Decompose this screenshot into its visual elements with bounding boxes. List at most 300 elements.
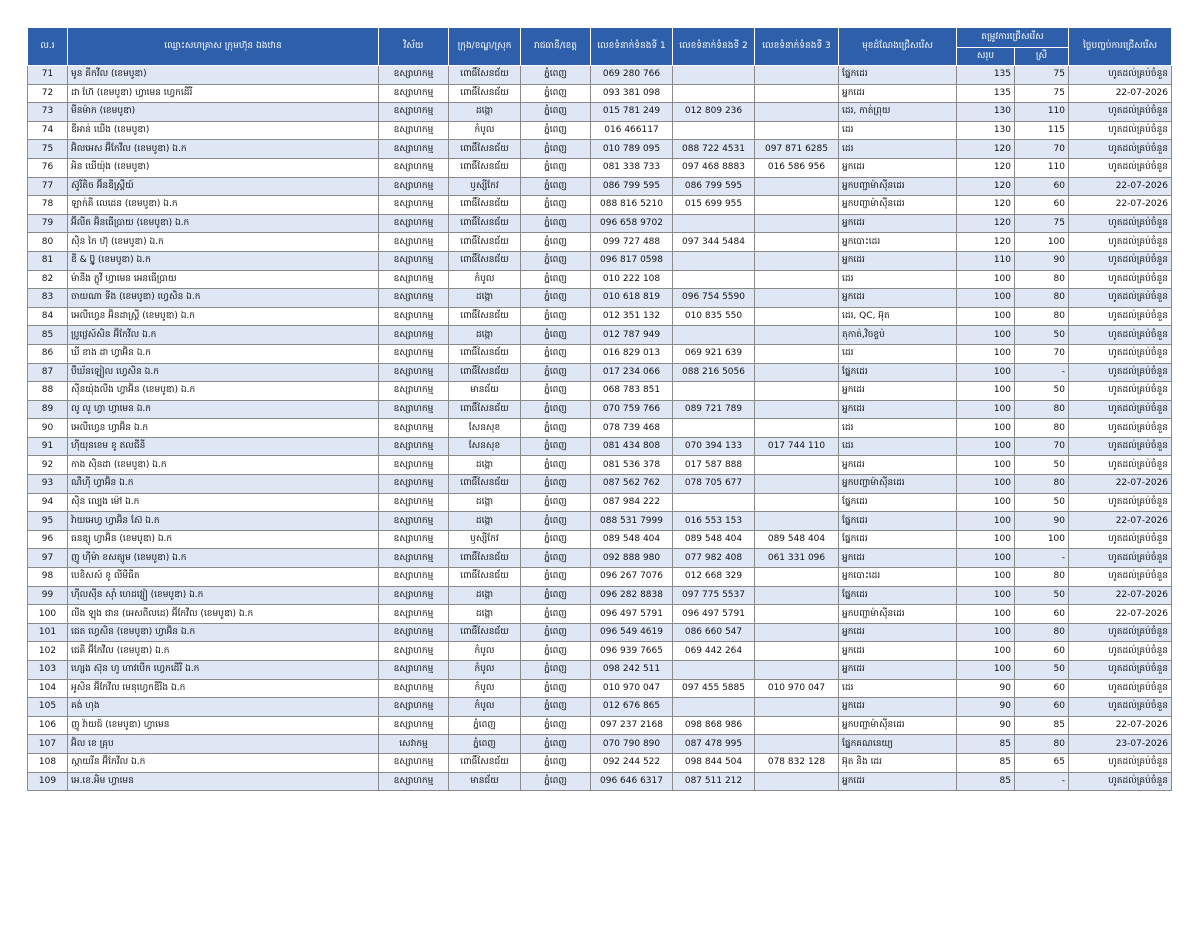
cell-name: ហ្សេង ស៊ុន ហូ ហាវបើក ហ្វេកដើរី ឯ.ក — [68, 661, 379, 680]
cell-district: ពោធិ៍សែនជ័យ — [449, 307, 521, 326]
cell-deadline: ហូតដល់គ្រប់ចំនួន — [1069, 698, 1172, 717]
cell-position: អ្នកដេរ — [839, 661, 957, 680]
cell-phone-2: 077 982 408 — [673, 549, 755, 568]
cell-phone-2 — [673, 419, 755, 438]
cell-province: ភ្នំពេញ — [521, 177, 591, 196]
table-row — [28, 698, 1172, 717]
cell-no: 74 — [28, 121, 68, 140]
cell-total: 110 — [957, 251, 1015, 270]
cell-phone-3 — [755, 661, 839, 680]
cell-name: ស៊ិន កៃ ហ៊ុ (ខេមបូឌា) ឯ.ក — [68, 233, 379, 252]
cell-position: អ្នកបោះដេរ — [839, 568, 957, 587]
cell-deadline: ហូតដល់គ្រប់ចំនួន — [1069, 289, 1172, 308]
header-name: ឈ្មោះសហគ្រាស ក្រុមហ៊ុន ឯងឋាន — [68, 28, 379, 66]
cell-female: 85 — [1015, 716, 1069, 735]
table-row — [28, 326, 1172, 345]
cell-female: - — [1015, 363, 1069, 382]
cell-district: កំបូល — [449, 121, 521, 140]
cell-female: 115 — [1015, 121, 1069, 140]
cell-deadline: 22-07-2026 — [1069, 84, 1172, 103]
cell-position: អ្នកបញ្ជាម៉ាស៊ីនដេរ — [839, 196, 957, 215]
cell-phone-1: 096 646 6317 — [591, 772, 673, 791]
cell-total: 120 — [957, 177, 1015, 196]
cell-name: លីង ឡុង ជាន (អេសពីលដេ) អ៊ីកែវីល (ខេមបូឌា) ឯ.ក — [68, 605, 379, 624]
table-row — [28, 456, 1172, 475]
cell-total: 100 — [957, 586, 1015, 605]
cell-district: កំបូល — [449, 698, 521, 717]
cell-district: ពោធិ៍សែនជ័យ — [449, 66, 521, 85]
cell-total: 100 — [957, 530, 1015, 549]
cell-province: ភ្នំពេញ — [521, 679, 591, 698]
cell-female: 100 — [1015, 530, 1069, 549]
cell-sector: ឧស្សាហកម្ម — [379, 382, 449, 401]
cell-no: 80 — [28, 233, 68, 252]
cell-phone-2 — [673, 84, 755, 103]
cell-female: 75 — [1015, 66, 1069, 85]
cell-phone-3 — [755, 735, 839, 754]
cell-phone-2 — [673, 698, 755, 717]
table-row — [28, 84, 1172, 103]
cell-sector: ឧស្សាហកម្ម — [379, 679, 449, 698]
cell-phone-3 — [755, 512, 839, 531]
cell-province: ភ្នំពេញ — [521, 530, 591, 549]
cell-sector: ឧស្សាហកម្ម — [379, 605, 449, 624]
cell-name: ញូ ហ៊ីម៉ា ខសត្យូម (ខេមបូឌា) ឯ.ក — [68, 549, 379, 568]
cell-name: មីនម៉ាក (ខេមបូឌា) — [68, 103, 379, 122]
cell-deadline: 23-07-2026 — [1069, 735, 1172, 754]
cell-district: ឫស្សីកែវ — [449, 530, 521, 549]
cell-name: ដា ហ៊ែ (ខេមបូឌា) ហ្វាមេន ហ្វេកដើរី — [68, 84, 379, 103]
cell-phone-3: 017 744 110 — [755, 437, 839, 456]
cell-deadline: ហូតដល់គ្រប់ចំនួន — [1069, 103, 1172, 122]
cell-total: 100 — [957, 549, 1015, 568]
cell-position: ផ្នែកដេរ — [839, 586, 957, 605]
cell-name: ប្រូវ្រេស៍សិន អ៊ីកែវីល ឯ.ក — [68, 326, 379, 345]
cell-female: 60 — [1015, 177, 1069, 196]
cell-name: ស៊ិន ល្បេង ម៉ៅ ឯ.ក — [68, 493, 379, 512]
cell-sector: ឧស្សាហកម្ម — [379, 530, 449, 549]
cell-deadline: ហូតដល់គ្រប់ចំនួន — [1069, 679, 1172, 698]
cell-district: ពោធិ៍សែនជ័យ — [449, 140, 521, 159]
cell-position: អ្នកបញ្ជាម៉ាស៊ីនដេរ — [839, 716, 957, 735]
cell-province: ភ្នំពេញ — [521, 307, 591, 326]
header-no: ល.រ — [28, 28, 68, 66]
cell-no: 103 — [28, 661, 68, 680]
cell-phone-2: 070 394 133 — [673, 437, 755, 456]
cell-no: 79 — [28, 214, 68, 233]
cell-total: 100 — [957, 326, 1015, 345]
cell-province: ភ្នំពេញ — [521, 698, 591, 717]
cell-phone-1: 096 939 7665 — [591, 642, 673, 661]
cell-name: ស៊ូរីតិច អ៊ីនឌីស្ត្រីយ៍ — [68, 177, 379, 196]
table-row — [28, 605, 1172, 624]
cell-name: ម៉ានីង ភ្លូវី ហ្វាមេន អេនធើប្រាយ — [68, 270, 379, 289]
cell-no: 98 — [28, 568, 68, 587]
table-row — [28, 177, 1172, 196]
cell-female: 70 — [1015, 344, 1069, 363]
cell-deadline: ហូតដល់គ្រប់ចំនួន — [1069, 772, 1172, 791]
cell-province: ភ្នំពេញ — [521, 605, 591, 624]
table-row — [28, 270, 1172, 289]
cell-district: ដង្កោ — [449, 512, 521, 531]
cell-female: 65 — [1015, 753, 1069, 772]
cell-name: ឡាក់គី លេដេន (ខេមបូឌា) ឯ.ក — [68, 196, 379, 215]
cell-no: 100 — [28, 605, 68, 624]
cell-female: 100 — [1015, 233, 1069, 252]
cell-female: 60 — [1015, 698, 1069, 717]
cell-total: 100 — [957, 382, 1015, 401]
cell-phone-2 — [673, 270, 755, 289]
cell-phone-2: 088 722 4531 — [673, 140, 755, 159]
cell-phone-1: 086 799 595 — [591, 177, 673, 196]
cell-phone-1: 097 237 2168 — [591, 716, 673, 735]
cell-phone-2: 096 754 5590 — [673, 289, 755, 308]
table-row — [28, 344, 1172, 363]
cell-position: ផ្នែកដេរ — [839, 66, 957, 85]
cell-province: ភ្នំពេញ — [521, 716, 591, 735]
cell-province: ភ្នំពេញ — [521, 270, 591, 289]
cell-sector: ឧស្សាហកម្ម — [379, 475, 449, 494]
cell-phone-2: 089 721 789 — [673, 400, 755, 419]
cell-phone-1: 092 888 980 — [591, 549, 673, 568]
cell-name: ជេគី អ៊ីកែវីល (ខេមបូឌា) ឯ.ក — [68, 642, 379, 661]
cell-name: ហ៊ីលស៊ីន ស៊ាំ ហេដវ្យៀ (ខេមបូឌា) ឯ.ក — [68, 586, 379, 605]
cell-name: អ៊ីលីត អ៊ិនធើប្រាយ (ខេមបូឌា) ឯ.ក — [68, 214, 379, 233]
cell-phone-2: 097 455 5885 — [673, 679, 755, 698]
cell-sector: ឧស្សាហកម្ម — [379, 344, 449, 363]
cell-total: 85 — [957, 735, 1015, 754]
cell-position: ដេរ — [839, 121, 957, 140]
cell-deadline: ហូតដល់គ្រប់ចំនួន — [1069, 437, 1172, 456]
cell-province: ភ្នំពេញ — [521, 549, 591, 568]
cell-phone-1: 088 531 7999 — [591, 512, 673, 531]
cell-phone-3 — [755, 214, 839, 233]
cell-district: មានជ័យ — [449, 382, 521, 401]
cell-female: 50 — [1015, 326, 1069, 345]
cell-sector: សេវាកម្ម — [379, 735, 449, 754]
cell-phone-2: 016 553 153 — [673, 512, 755, 531]
cell-female: 110 — [1015, 158, 1069, 177]
cell-phone-3 — [755, 121, 839, 140]
cell-deadline: ហូតដល់គ្រប់ចំនួន — [1069, 400, 1172, 419]
cell-sector: ឧស្សាហកម្ម — [379, 661, 449, 680]
cell-deadline: ហូតដល់គ្រប់ចំនួន — [1069, 753, 1172, 772]
cell-name: ឃី ខាង ដា ហ្វាអ៊ិន ឯ.ក — [68, 344, 379, 363]
cell-district: ភ្នំពេញ — [449, 735, 521, 754]
cell-phone-1: 092 244 522 — [591, 753, 673, 772]
cell-phone-1: 081 338 733 — [591, 158, 673, 177]
cell-female: 60 — [1015, 196, 1069, 215]
cell-phone-1: 078 739 468 — [591, 419, 673, 438]
cell-name: ស៊ីនយ៉ុងលីង ហ្វាអ៊ិន (ខេមបូឌា) ឯ.ក — [68, 382, 379, 401]
cell-phone-1: 081 434 808 — [591, 437, 673, 456]
cell-female: 80 — [1015, 289, 1069, 308]
cell-phone-1: 096 658 9702 — [591, 214, 673, 233]
cell-name: ឌី & ប្ល៊ូ (ខេមបូឌា) ឯ.ក — [68, 251, 379, 270]
cell-phone-3: 061 331 096 — [755, 549, 839, 568]
cell-no: 93 — [28, 475, 68, 494]
cell-deadline: ហូតដល់គ្រប់ចំនួន — [1069, 121, 1172, 140]
cell-total: 100 — [957, 363, 1015, 382]
cell-sector: ឧស្សាហកម្ម — [379, 753, 449, 772]
cell-sector: ឧស្សាហកម្ម — [379, 400, 449, 419]
cell-province: ភ្នំពេញ — [521, 753, 591, 772]
cell-district: ដង្កោ — [449, 605, 521, 624]
cell-female: 90 — [1015, 251, 1069, 270]
table-row — [28, 493, 1172, 512]
cell-name: អេលីហ្វេន អ៊ិនដាស្ត្រី (ខេមបូឌា) ឯ.ក — [68, 307, 379, 326]
table-row — [28, 716, 1172, 735]
cell-deadline: ហូតដល់គ្រប់ចំនួន — [1069, 549, 1172, 568]
cell-total: 100 — [957, 400, 1015, 419]
cell-phone-2 — [673, 326, 755, 345]
cell-sector: ឧស្សាហកម្ម — [379, 214, 449, 233]
cell-no: 87 — [28, 363, 68, 382]
cell-position: ដេរ, កាត់ព្រុយ — [839, 103, 957, 122]
cell-deadline: ហូតដល់គ្រប់ចំនួន — [1069, 419, 1172, 438]
cell-district: ពោធិ៍សែនជ័យ — [449, 233, 521, 252]
cell-district: ពោធិ៍សែនជ័យ — [449, 475, 521, 494]
cell-position: ផ្នែកគណនេយ្យ — [839, 735, 957, 754]
cell-phone-2 — [673, 382, 755, 401]
cell-no: 71 — [28, 66, 68, 85]
table-row — [28, 103, 1172, 122]
cell-phone-3 — [755, 103, 839, 122]
cell-position: ដេរ — [839, 344, 957, 363]
cell-sector: ឧស្សាហកម្ម — [379, 233, 449, 252]
cell-position: អ៊ុត និង ដេរ — [839, 753, 957, 772]
cell-phone-1: 016 466117 — [591, 121, 673, 140]
cell-sector: ឧស្សាហកម្ម — [379, 270, 449, 289]
cell-name: មូន គីកវីល (ខេមបូឌា) — [68, 66, 379, 85]
cell-deadline: ហូតដល់គ្រប់ចំនួន — [1069, 382, 1172, 401]
cell-phone-3 — [755, 772, 839, 791]
table-row — [28, 140, 1172, 159]
cell-district: ពោធិ៍សែនជ័យ — [449, 549, 521, 568]
cell-district: កំបូល — [449, 642, 521, 661]
cell-phone-1: 010 970 047 — [591, 679, 673, 698]
cell-position: ផ្នែកដេរ — [839, 493, 957, 512]
cell-total: 100 — [957, 568, 1015, 587]
cell-position: អ្នកបញ្ជាម៉ាស៊ីនដេរ — [839, 475, 957, 494]
cell-total: 135 — [957, 84, 1015, 103]
cell-no: 104 — [28, 679, 68, 698]
cell-position: អ្នកដេរ — [839, 84, 957, 103]
cell-deadline: 22-07-2026 — [1069, 605, 1172, 624]
cell-district: កំបូល — [449, 661, 521, 680]
cell-position: អ្នកបញ្ជាម៉ាស៊ីនដេរ — [839, 177, 957, 196]
cell-district: ពោធិ៍សែនជ័យ — [449, 251, 521, 270]
cell-position: អ្នកដេរ — [839, 549, 957, 568]
header-district: ក្រុង/ខណ្ឌ/ស្រុក — [449, 28, 521, 66]
cell-no: 102 — [28, 642, 68, 661]
cell-district: ដង្កោ — [449, 103, 521, 122]
table-row — [28, 419, 1172, 438]
cell-province: ភ្នំពេញ — [521, 419, 591, 438]
cell-phone-1: 096 497 5791 — [591, 605, 673, 624]
cell-phone-3 — [755, 344, 839, 363]
cell-total: 90 — [957, 716, 1015, 735]
cell-phone-2 — [673, 493, 755, 512]
table-row — [28, 661, 1172, 680]
cell-total: 120 — [957, 140, 1015, 159]
cell-phone-1: 070 790 890 — [591, 735, 673, 754]
cell-phone-2: 078 705 677 — [673, 475, 755, 494]
cell-total: 100 — [957, 605, 1015, 624]
cell-district: ពោធិ៍សែនជ័យ — [449, 214, 521, 233]
table-row — [28, 568, 1172, 587]
cell-phone-2: 089 548 404 — [673, 530, 755, 549]
cell-phone-3: 016 586 956 — [755, 158, 839, 177]
cell-deadline: ហូតដល់គ្រប់ចំនួន — [1069, 326, 1172, 345]
cell-district: ពោធិ៍សែនជ័យ — [449, 568, 521, 587]
cell-phone-2 — [673, 214, 755, 233]
cell-female: 80 — [1015, 307, 1069, 326]
cell-female: 60 — [1015, 642, 1069, 661]
cell-total: 120 — [957, 158, 1015, 177]
cell-district: កំបូល — [449, 679, 521, 698]
cell-phone-1: 010 618 819 — [591, 289, 673, 308]
table-row — [28, 233, 1172, 252]
cell-name: ស្កាយរីន អ៊ីកែវីល ឯ.ក — [68, 753, 379, 772]
cell-female: 50 — [1015, 493, 1069, 512]
cell-sector: ឧស្សាហកម្ម — [379, 84, 449, 103]
cell-phone-3 — [755, 568, 839, 587]
cell-name: វ៉ាយអេហ្វ ហ្វាអ៊ិន ស៊ែ ឯ.ក — [68, 512, 379, 531]
cell-position: អ្នកដេរ — [839, 382, 957, 401]
job-listings-table — [27, 27, 1172, 791]
cell-no: 84 — [28, 307, 68, 326]
cell-sector: ឧស្សាហកម្ម — [379, 586, 449, 605]
cell-deadline: 22-07-2026 — [1069, 586, 1172, 605]
cell-phone-1: 012 351 132 — [591, 307, 673, 326]
cell-position: អ្នកដេរ — [839, 289, 957, 308]
cell-no: 76 — [28, 158, 68, 177]
cell-phone-2: 097 775 5537 — [673, 586, 755, 605]
cell-province: ភ្នំពេញ — [521, 344, 591, 363]
cell-phone-1: 096 549 4619 — [591, 623, 673, 642]
cell-phone-1: 016 829 013 — [591, 344, 673, 363]
cell-phone-2: 010 835 550 — [673, 307, 755, 326]
cell-position: ដេរ — [839, 140, 957, 159]
cell-total: 120 — [957, 233, 1015, 252]
cell-deadline: 22-07-2026 — [1069, 512, 1172, 531]
cell-female: 60 — [1015, 605, 1069, 624]
cell-sector: ឧស្សាហកម្ម — [379, 121, 449, 140]
cell-position: ដេរ — [839, 419, 957, 438]
cell-no: 106 — [28, 716, 68, 735]
cell-phone-1: 068 783 851 — [591, 382, 673, 401]
cell-province: ភ្នំពេញ — [521, 214, 591, 233]
table-row — [28, 196, 1172, 215]
cell-position: ដេរ — [839, 679, 957, 698]
header-position: មុខដំណែងជ្រើសរើស — [839, 28, 957, 66]
cell-deadline: ហូតដល់គ្រប់ចំនួន — [1069, 66, 1172, 85]
table-row — [28, 586, 1172, 605]
cell-phone-3 — [755, 716, 839, 735]
cell-district: មានជ័យ — [449, 772, 521, 791]
cell-phone-2: 086 799 595 — [673, 177, 755, 196]
cell-phone-1: 096 817 0598 — [591, 251, 673, 270]
table-row — [28, 475, 1172, 494]
cell-total: 90 — [957, 679, 1015, 698]
cell-district: កំបូល — [449, 270, 521, 289]
cell-district: ដង្កោ — [449, 456, 521, 475]
cell-name: លូ លូ ហ្វា ហ្វាមេន ឯ.ក — [68, 400, 379, 419]
cell-phone-1: 015 781 249 — [591, 103, 673, 122]
cell-province: ភ្នំពេញ — [521, 568, 591, 587]
cell-phone-1: 098 242 511 — [591, 661, 673, 680]
cell-sector: ឧស្សាហកម្ម — [379, 251, 449, 270]
cell-total: 100 — [957, 419, 1015, 438]
cell-position: អ្នកបញ្ជាម៉ាស៊ីនដេរ — [839, 605, 957, 624]
cell-no: 73 — [28, 103, 68, 122]
cell-no: 109 — [28, 772, 68, 791]
cell-district: ពោធិ៍សែនជ័យ — [449, 158, 521, 177]
cell-position: ដេរ, QC, អ៊ុត — [839, 307, 957, 326]
cell-sector: ឧស្សាហកម្ម — [379, 66, 449, 85]
cell-phone-1: 012 787 949 — [591, 326, 673, 345]
cell-female: - — [1015, 549, 1069, 568]
cell-position: អ្នកដេរ — [839, 251, 957, 270]
cell-phone-1: 012 676 865 — [591, 698, 673, 717]
cell-name: ជេត ហ្វេសិន (ខេមបូឌា) ហ្វាអ៊ិន ឯ.ក — [68, 623, 379, 642]
cell-female: 80 — [1015, 735, 1069, 754]
cell-phone-1: 010 222 108 — [591, 270, 673, 289]
cell-deadline: ហូតដល់គ្រប់ចំនួន — [1069, 493, 1172, 512]
cell-name: ធនឌ្យូ ហ្វាអ៊ិន (ខេមបូឌា) ឯ.ក — [68, 530, 379, 549]
cell-total: 100 — [957, 456, 1015, 475]
cell-sector: ឧស្សាហកម្ម — [379, 326, 449, 345]
header-total: សរុប — [957, 48, 1015, 66]
cell-deadline: ហូតដល់គ្រប់ចំនួន — [1069, 158, 1172, 177]
cell-phone-3 — [755, 586, 839, 605]
cell-sector: ឧស្សាហកម្ម — [379, 419, 449, 438]
cell-district: ដង្កោ — [449, 289, 521, 308]
cell-sector: ឧស្សាហកម្ម — [379, 772, 449, 791]
cell-district: ពោធិ៍សែនជ័យ — [449, 84, 521, 103]
cell-name: ណឺហ៊ី ហ្វាអ៊ិន ឯ.ក — [68, 475, 379, 494]
table-row — [28, 289, 1172, 308]
cell-name: ចាយណា ទីង (ខេមបូឌា) ហ្វេសិន ឯ.ក — [68, 289, 379, 308]
cell-name: អ៊ិលអេស អ៊ីកែវីល (ខេមបូឌា) ឯ.ក — [68, 140, 379, 159]
cell-female: 80 — [1015, 400, 1069, 419]
cell-phone-3 — [755, 363, 839, 382]
cell-female: 80 — [1015, 419, 1069, 438]
table-row — [28, 158, 1172, 177]
cell-position: អ្នកដេរ — [839, 158, 957, 177]
cell-sector: ឧស្សាហកម្ម — [379, 177, 449, 196]
cell-female: - — [1015, 772, 1069, 791]
cell-phone-2: 012 809 236 — [673, 103, 755, 122]
cell-phone-2: 017 587 888 — [673, 456, 755, 475]
cell-phone-1: 099 727 488 — [591, 233, 673, 252]
cell-phone-3 — [755, 289, 839, 308]
cell-sector: ឧស្សាហកម្ម — [379, 456, 449, 475]
cell-position: ដេរ — [839, 437, 957, 456]
cell-deadline: ហូតដល់គ្រប់ចំនួន — [1069, 530, 1172, 549]
cell-name: កាង ស៊ិនដា (ខេមបូឌា) ឯ.ក — [68, 456, 379, 475]
cell-deadline: 22-07-2026 — [1069, 196, 1172, 215]
cell-position: អ្នកដេរ — [839, 400, 957, 419]
header-deadline: ថ្ងៃបញ្ចប់ការជ្រើសរើស — [1069, 28, 1172, 66]
cell-total: 85 — [957, 772, 1015, 791]
cell-phone-3: 078 832 128 — [755, 753, 839, 772]
cell-female: 90 — [1015, 512, 1069, 531]
cell-phone-3 — [755, 84, 839, 103]
cell-phone-3 — [755, 270, 839, 289]
cell-deadline: ហូតដល់គ្រប់ចំនួន — [1069, 251, 1172, 270]
